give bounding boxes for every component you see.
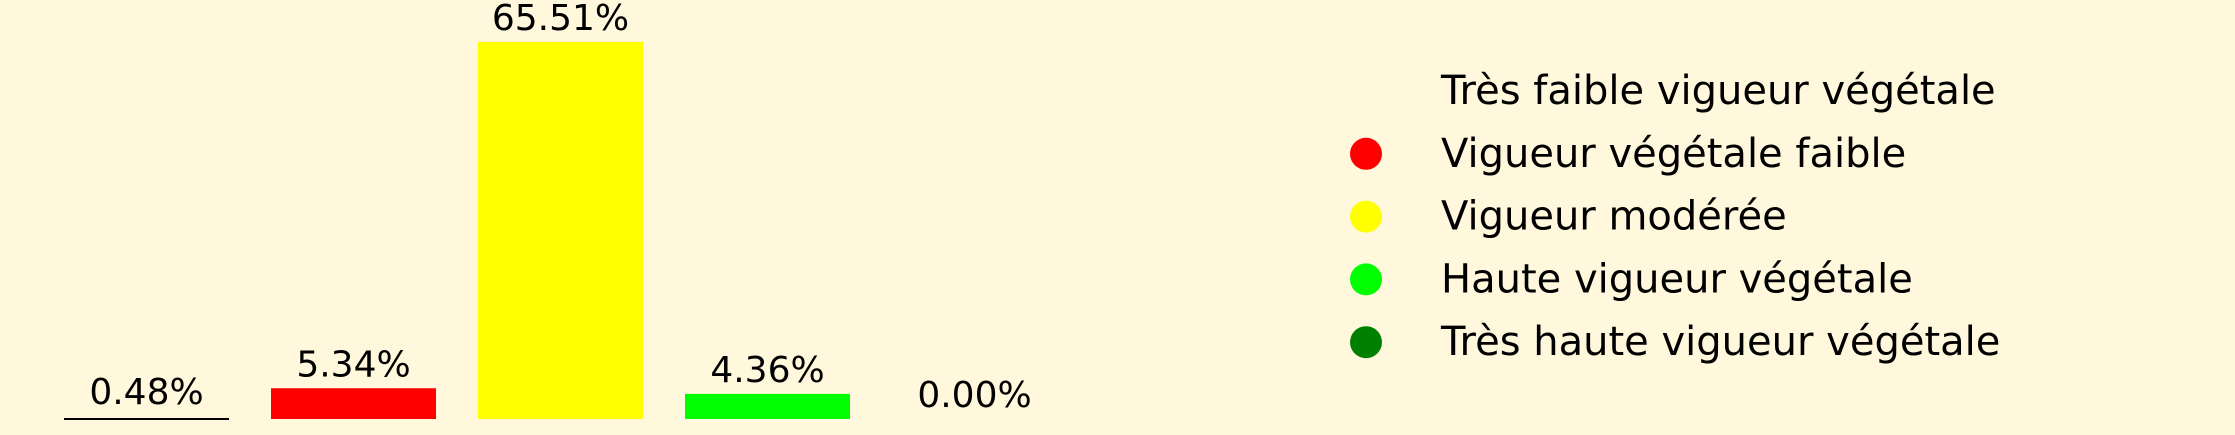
bars-layer <box>64 42 1057 419</box>
value-label-tres-haute-vigueur-vegetale: 0.00% <box>917 375 1032 416</box>
legend-label-tres-faible-vigueur-vegetale: Très faible vigueur végétale <box>1441 68 1996 114</box>
legend <box>1350 68 2000 365</box>
legend-label-vigueur-vegetale-faible: Vigueur végétale faible <box>1441 130 1907 177</box>
legend-marker-haute-vigueur-vegetale <box>1350 263 1382 295</box>
bar-vigueur-vegetale-faible <box>271 388 436 419</box>
value-label-tres-faible-vigueur-vegetale: 0.48% <box>89 372 204 414</box>
legend-marker-tres-faible-vigueur-vegetale <box>1350 75 1382 107</box>
value-label-vigueur-moderee: 65.51% <box>491 0 630 39</box>
legend-marker-vigueur-moderee <box>1350 201 1382 233</box>
legend-label-haute-vigueur-vegetale: Haute vigueur végétale <box>1441 256 1913 303</box>
legend-marker-vigueur-vegetale-faible <box>1350 138 1382 170</box>
legend-marker-tres-haute-vigueur-vegetale <box>1350 326 1382 358</box>
legend-label-tres-haute-vigueur-vegetale: Très haute vigueur végétale <box>1441 319 2001 366</box>
legend-label-vigueur-moderee: Vigueur modérée <box>1441 193 1787 240</box>
value-label-vigueur-vegetale-faible: 5.34% <box>296 344 411 386</box>
bar-haute-vigueur-vegetale <box>685 394 850 419</box>
value-label-haute-vigueur-vegetale: 4.36% <box>710 349 825 391</box>
bar-vigueur-moderee <box>478 42 643 419</box>
